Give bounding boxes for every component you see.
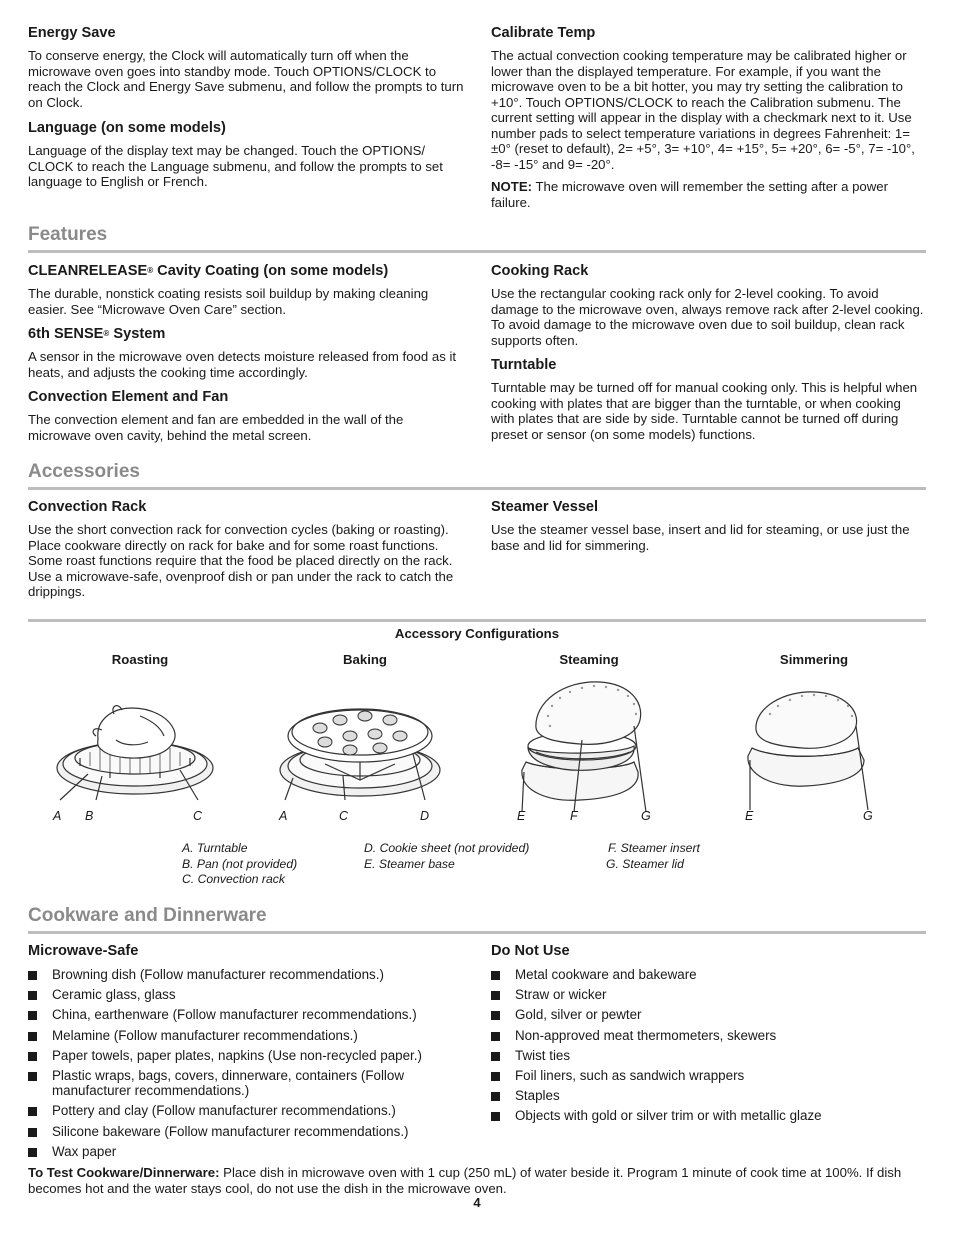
steaming-letter-e: E	[517, 809, 526, 823]
list-item: Paper towels, paper plates, napkins (Use non-recycled paper.)	[28, 1048, 466, 1063]
list-item: Browning dish (Follow manufacturer recommendations.)	[28, 967, 466, 982]
chicken-shape	[98, 708, 175, 758]
list-item: Wax paper	[28, 1144, 466, 1159]
legend-col-1	[182, 841, 297, 888]
legend-item: D. Cookie sheet (not provided)	[364, 841, 530, 855]
steamer-lid-shape	[756, 692, 857, 748]
convection-rack-section	[28, 499, 466, 607]
caption-baking: Baking	[343, 652, 387, 667]
legend-item: F. Steamer insert	[608, 841, 700, 855]
microwave-safe-section	[28, 943, 466, 1164]
do-not-use-list	[491, 967, 927, 1124]
list-item: Non-approved meat thermometers, skewers	[491, 1028, 927, 1043]
list-item: Objects with gold or silver trim or with metallic glaze	[491, 1108, 927, 1123]
steaming-letter-f: F	[570, 809, 578, 823]
list-item: Silicone bakeware (Follow manufacturer recommendations.)	[28, 1124, 466, 1139]
legend-item: A. Turntable	[182, 841, 248, 855]
list-item: Ceramic glass, glass	[28, 987, 466, 1002]
steamer-vessel-heading: Steamer Vessel	[491, 499, 599, 515]
features-title: Features	[28, 224, 926, 253]
steamer-lid-shape	[536, 682, 641, 744]
roasting-letter-b: B	[85, 809, 94, 823]
cooking-rack-heading: Cooking Rack	[491, 263, 589, 279]
roasting-letter-a: A	[53, 809, 62, 823]
figure-top-rule	[28, 619, 926, 622]
sixth-sense-text: A sensor in the microwave oven detects moisture released from food as it heats, and adjusts the cooking time accordingly.	[28, 349, 457, 380]
legend-col-3	[606, 841, 700, 872]
steamer-base-shape	[748, 748, 864, 786]
cookware-title: Cookware and Dinnerware	[28, 905, 926, 934]
energy-save-section	[28, 25, 466, 197]
language-heading: Language (on some models)	[28, 120, 226, 136]
baking-illustration	[265, 680, 455, 810]
roasting-letter-c: C	[193, 809, 203, 823]
do-not-use-section	[491, 943, 927, 1129]
list-item: Plastic wraps, bags, covers, dinnerware, containers (Follow manufacturer recommendations.)	[28, 1068, 466, 1098]
list-item: Gold, silver or pewter	[491, 1007, 927, 1022]
caption-simmering: Simmering	[779, 652, 849, 667]
legend-col-2	[364, 841, 529, 872]
do-not-use-heading: Do Not Use	[491, 943, 570, 959]
language-text: Language of the display text may be changed. Touch the OPTIONS/ CLOCK to reach the Language submenu, and follow the prompts to set language to English or French.	[28, 143, 443, 189]
features-left	[28, 263, 466, 450]
calibrate-text: The actual convection cooking temperature may be calibrated higher or lower than the displayed temperature. For example, if you want the microwave oven to be a bit hotter, you may try setting the calibration to +10°. Touch OPTIONS/CLOCK to reach the Calibration submenu. The current setting will appear in the display with a checkmark next to it. Use number pads to select temperature variations in degrees Fahrenheit: 1= ±0° (reset to default), 2= +5°, 3= +10°, 4= +15°, 5= +20°, 6= -5°, 7= -10°, -8= -15° and 9= -20°.	[491, 48, 915, 172]
cleanrelease-text: The durable, nonstick coating resists soil buildup by making cleaning easier. See “Microwave Oven Care” section.	[28, 286, 429, 317]
list-item: Metal cookware and bakeware	[491, 967, 927, 982]
test-cookware-label: To Test Cookware/Dinnerware:	[28, 1165, 220, 1180]
note-text: The microwave oven will remember the setting after a power failure.	[491, 179, 889, 210]
test-cookware-text: Place dish in microwave oven with 1 cup (250 mL) of water beside it. Program 1 minute of cook time at 100%. If dish becomes hot and the water stays cool, do not use the dish in the microwave oven.	[28, 1165, 902, 1196]
list-item: Melamine (Follow manufacturer recommendations.)	[28, 1028, 466, 1043]
sixth-sense-heading: 6th SENSE® System	[28, 326, 166, 342]
legend-item: C. Convection rack	[182, 872, 285, 887]
baking-letter-d: D	[420, 809, 430, 823]
test-cookware-paragraph	[28, 1165, 928, 1196]
calibrate-note	[491, 179, 927, 210]
convection-rack-heading: Convection Rack	[28, 499, 147, 515]
list-item: Straw or wicker	[491, 987, 927, 1002]
energy-save-text: To conserve energy, the Clock will automatically turn off when the microwave oven goes into standby mode. Touch OPTIONS/CLOCK to reach the Clock and Energy Save submenu, and follow the prompts to turn on Clock.	[28, 48, 464, 110]
calibrate-heading: Calibrate Temp	[491, 25, 596, 41]
convection-element-heading: Convection Element and Fan	[28, 389, 229, 405]
steaming-illustration	[510, 672, 660, 812]
cleanrelease-heading: CLEANRELEASE® Cavity Coating (on some models)	[28, 263, 389, 279]
legend-item: B. Pan (not provided)	[182, 856, 298, 871]
legend-item: E. Steamer base	[364, 856, 455, 871]
convection-element-text: The convection element and fan are embedded in the wall of the microwave oven cavity, behind the metal screen.	[28, 412, 404, 443]
turntable-text: Turntable may be turned off for manual cooking only. This is helpful when cooking with plates that are bigger than the turntable, or when cooking with plates that are side by side. Turntable cannot be turned off during preset or sensor (on some models) functions.	[491, 380, 918, 442]
simmering-letter-e: E	[745, 809, 754, 823]
roasting-illustration	[40, 680, 230, 810]
baking-letter-a: A	[279, 809, 288, 823]
features-right	[491, 263, 927, 449]
microwave-safe-heading: Microwave-Safe	[28, 943, 139, 959]
steaming-letter-g: G	[641, 809, 651, 823]
accessories-title: Accessories	[28, 461, 926, 490]
simmering-illustration	[740, 680, 880, 810]
list-item: Staples	[491, 1088, 927, 1103]
list-item: Twist ties	[491, 1048, 927, 1063]
convection-rack-text: Use the short convection rack for convection cycles (baking or roasting). Place cookware directly on rack for bake and for some roast functions. Some roast functions require that the food be placed directly on the rack. Use a microwave-safe, ovenproof dish or pan under the rack to catch the drippings.	[28, 522, 454, 599]
list-item: Pottery and clay (Follow manufacturer recommendations.)	[28, 1103, 466, 1118]
list-item: Foil liners, such as sandwich wrappers	[491, 1068, 927, 1083]
turntable-heading: Turntable	[491, 357, 557, 373]
steamer-vessel-text: Use the steamer vessel base, insert and lid for steaming, or use just the base and lid for simmering.	[491, 522, 910, 553]
simmering-letter-g: G	[863, 809, 873, 823]
baking-letter-c: C	[339, 809, 349, 823]
list-item: China, earthenware (Follow manufacturer recommendations.)	[28, 1007, 466, 1022]
note-label: NOTE:	[491, 179, 533, 194]
caption-steaming: Steaming	[559, 652, 619, 667]
legend-item: G. Steamer lid	[606, 856, 684, 871]
page-number: 4	[473, 1195, 481, 1210]
microwave-safe-list	[28, 967, 466, 1159]
energy-save-heading: Energy Save	[28, 25, 116, 41]
figure-title: Accessory Configurations	[394, 626, 560, 641]
steamer-vessel-section	[491, 499, 927, 560]
calibrate-section	[491, 25, 927, 217]
caption-roasting: Roasting	[111, 652, 169, 667]
cooking-rack-text: Use the rectangular cooking rack only for 2-level cooking. To avoid damage to the microwave oven, always remove rack after 2-level cooking. To avoid damage to the microwave oven due to soil buildup, clean rack supports often.	[491, 286, 924, 348]
